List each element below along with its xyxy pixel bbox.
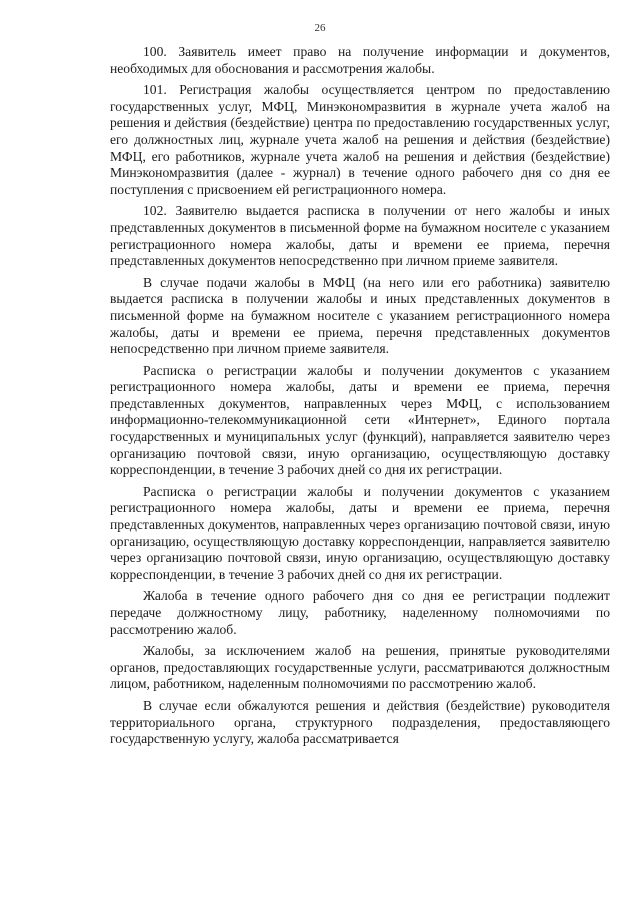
paragraph-review: Жалобы, за исключением жалоб на решения, принятые руководителями органов, предоставляющих государственные услуги, рассматриваются должностным лицом, работником, наделенным полномочиями по рассмотрению жалоб. [110,643,610,692]
paragraph-receipt-internet: Расписка о регистрации жалобы и получении документов с указанием регистрационного номера жалобы, даты и времени ее приема, перечня представленных документов, направленных через МФЦ, с использованием информационно-телекоммуникационной сети «Интернет», Единого портала государственных и муниципальных услуг (функций), направляется заявителю через организацию почтовой связи, иную организацию, осуществляющую доставку корреспонденции, в течение 3 рабочих дней со дня их регистрации. [110,362,610,478]
paragraph-100: 100. Заявитель имеет право на получение информации и документов, необходимых для обоснования и рассмотрения жалобы. [110,44,610,76]
paragraph-receipt-post: Расписка о регистрации жалобы и получении документов с указанием регистрационного номера жалобы, даты и времени ее приема, перечня представленных документов, направленных через организацию почтовой связи, иную организацию, осуществляющую доставку корреспонденции, направляется заявителю через организацию почтовой связи, иную организацию, осуществляющую доставку корреспонденции, в течение 3 рабочих дней со дня их регистрации. [110,483,610,582]
page-number: 26 [314,22,326,34]
paragraph-transfer: Жалоба в течение одного рабочего дня со дня ее регистрации подлежит передаче должностному лицу, работнику, наделенному полномочиями по рассмотрению жалоб. [110,588,610,637]
paragraph-appeal-head: В случае если обжалуются решения и действия (бездействие) руководителя территориального органа, структурного подразделения, предоставляющего государственную услугу, жалоба рассматривается [110,697,610,747]
paragraph-101: 101. Регистрация жалобы осуществляется центром по предоставлению государственных услуг, МФЦ, Минэкономразвития в журнале учета жалоб на решения и действия (бездействие) центра по предоставлению государственных услуг, его должностных лиц, журнале учета жалоб на решения и действия (бездействие) МФЦ, его работников, журнале учета жалоб на решения и действия (бездействие) Минэкономразвития (далее - журнал) в течение одного рабочего дня со дня ее поступления с присвоением ей регистрационного номера. [110,82,610,197]
document-body [110,44,610,753]
paragraph-mfc-receipt: В случае подачи жалобы в МФЦ (на него или его работника) заявителю выдается расписка в получении жалобы и иных представленных документов в письменной форме на бумажном носителе с указанием регистрационного номера жалобы, даты и времени ее приема, перечня представленных документов непосредственно при личном приеме заявителя. [110,274,610,357]
paragraph-102: 102. Заявителю выдается расписка в получении от него жалобы и иных представленных документов в письменной форме на бумажном носителе с указанием регистрационного номера жалобы, даты и времени ее приема, перечня представленных документов непосредственно при личном приеме заявителя. [110,203,610,269]
